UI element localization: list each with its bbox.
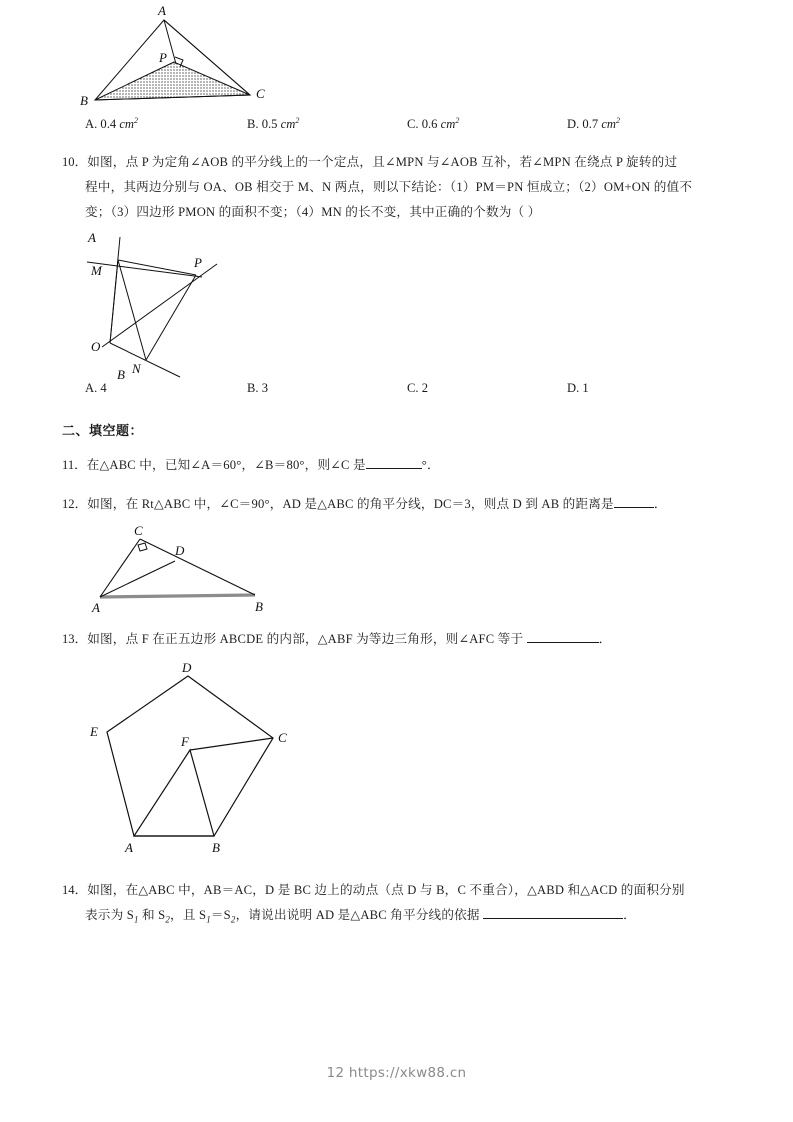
q10-option-c-key: C. (407, 381, 419, 395)
q14-text-2c: ，且 S (170, 908, 207, 922)
label-a: A (92, 600, 100, 615)
q13-figure (62, 658, 734, 870)
q9-option-b-exp: 2 (295, 116, 300, 125)
right-angle-mark-c (138, 543, 147, 551)
q13-text-after: ． (598, 632, 612, 646)
page-content (62, 0, 734, 933)
q14-text-2a: 表示为 S (85, 908, 134, 922)
segment-fc (190, 738, 273, 750)
q11-text-before: 在△ABC 中，已知∠A＝60°，∠B＝80°，则∠C 是 (86, 458, 366, 472)
segment-op-bisector (102, 264, 217, 347)
q10-option-c-value: 2 (421, 381, 429, 395)
q9-option-d[interactable] (567, 116, 620, 132)
q12-text-after: ． (653, 497, 667, 511)
q10-figure-svg (62, 229, 322, 381)
q10-option-c[interactable] (407, 381, 428, 396)
q9-option-c-key: C. (407, 117, 419, 132)
label-a: A (125, 840, 133, 855)
q12-figure (62, 523, 734, 615)
label-d: D (175, 543, 185, 558)
segment-ab-base (100, 595, 255, 597)
label-p: P (194, 255, 202, 270)
q10-options-row (62, 381, 734, 411)
q14-line-2 (62, 903, 734, 933)
shaded-region-pbc (95, 62, 250, 100)
q14-sub-4: 2 (230, 914, 236, 925)
q14-text-2e: ，请说出说明 AD 是△ABC 角平分线的依据 (235, 908, 480, 922)
q10-figure (62, 229, 734, 381)
q9-option-b-value: 0.5 (261, 117, 278, 132)
q10-option-a-key: A. (85, 381, 98, 395)
label-a: A (88, 230, 96, 245)
triangle-abf (134, 750, 214, 836)
q14-text-2f: ． (623, 908, 636, 922)
q11-number: 11． (62, 458, 87, 472)
q12-number: 12． (62, 497, 88, 511)
q10-option-d-key: D. (567, 381, 580, 395)
q9-option-a-unit: cm (119, 117, 134, 132)
q10-text-1: 如图，点 P 为定角∠AOB 的平分线上的一个定点，且∠MPN 与∠AOB 互补，若∠MPN 在绕点 P 旋转的过 (87, 155, 678, 169)
q9-option-c[interactable] (407, 116, 459, 132)
q14-line-1 (62, 878, 734, 903)
label-d: D (182, 660, 192, 675)
q14-text-1: 如图，在△ABC 中，AB＝AC，D 是 BC 边上的动点（点 D 与 B，C 不重合），△ABD 和△ACD 的面积分别 (87, 883, 685, 897)
q9-option-a-exp: 2 (134, 116, 138, 125)
q14-sub-1: 1 (133, 914, 139, 925)
segment-ac (100, 539, 140, 597)
q11-answer-blank[interactable] (366, 468, 422, 469)
q14-number: 14． (62, 883, 88, 897)
q9-option-c-value: 0.6 (421, 117, 438, 132)
segment-pn (146, 275, 196, 360)
q10-line-3 (62, 200, 734, 225)
q9-options-row (62, 116, 734, 144)
q14-text-2d: ＝S (210, 908, 231, 922)
q14-sub-3: 1 (206, 914, 211, 925)
segment-cb (140, 539, 255, 595)
q9-option-a-key: A. (85, 117, 98, 132)
q14-text-2b: 和 S (138, 908, 166, 922)
question-11 (62, 453, 734, 478)
q13-number: 13． (62, 632, 88, 646)
question-14 (62, 878, 734, 933)
q10-option-b[interactable] (247, 381, 268, 396)
q12-figure-svg (62, 523, 292, 615)
q10-option-a-value: 4 (100, 381, 107, 395)
question-10 (62, 150, 734, 225)
q9-option-d-value: 0.7 (582, 117, 599, 132)
q13-answer-blank[interactable] (527, 642, 599, 643)
q9-option-a-value: 0.4 (100, 117, 117, 132)
q9-option-d-unit: cm (601, 117, 616, 132)
q12-text-before: 如图，在 Rt△ABC 中，∠C＝90°，AD 是△ABC 的角平分线，DC＝3，则点 D 到 AB 的距离是 (87, 497, 614, 511)
q10-line-1 (62, 150, 734, 175)
q11-text-after: °． (421, 458, 440, 472)
q10-option-b-key: B. (247, 381, 259, 395)
label-f: F (181, 734, 189, 749)
question-12 (62, 492, 734, 517)
q10-option-d-value: 1 (582, 381, 589, 395)
q13-figure-svg (62, 658, 322, 870)
section-2-title: 二、填空题： (62, 423, 144, 438)
q10-option-a[interactable] (85, 381, 107, 396)
q9-option-d-key: D. (567, 117, 580, 132)
q9-option-b-key: B. (247, 117, 259, 132)
label-a: A (158, 3, 166, 18)
q12-answer-blank[interactable] (614, 507, 654, 508)
q10-text-2: 程中，其两边分别与 OA、OB 相交于 M、N 两点，则以下结论：（1）PM＝PN 恒成立；（2）OM+ON 的值不 (85, 180, 693, 194)
q9-option-b[interactable] (247, 116, 299, 132)
label-b: B (212, 840, 220, 855)
q9-option-c-unit: cm (440, 117, 456, 132)
label-c: C (134, 523, 143, 538)
q10-text-3: 变；（3）四边形 PMON 的面积不变；（4）MN 的长不变，其中正确的个数为（ ） (85, 205, 541, 219)
q14-answer-blank[interactable] (483, 918, 623, 919)
pentagon-abcde (107, 676, 273, 836)
q9-option-a[interactable] (85, 116, 138, 132)
label-b: B (117, 367, 125, 381)
segment-mo (110, 260, 118, 343)
q10-option-d[interactable] (567, 381, 589, 396)
segment-ad-bisector (100, 561, 175, 597)
q9-option-b-unit: cm (280, 117, 296, 132)
q9-figure (62, 0, 734, 116)
label-n: N (132, 361, 141, 376)
label-c: C (256, 86, 265, 101)
q10-option-b-value: 3 (261, 381, 269, 395)
q14-sub-2: 2 (165, 914, 171, 925)
label-c: C (278, 730, 287, 745)
q10-line-2 (62, 175, 734, 200)
q10-number: 10． (62, 155, 88, 169)
q13-text-before: 如图，点 F 在正五边形 ABCDE 的内部，△ABF 为等边三角形，则∠AFC 等于 (87, 632, 524, 646)
label-p: P (159, 50, 167, 65)
question-13 (62, 627, 734, 652)
label-o: O (91, 339, 101, 354)
q9-figure-svg (62, 0, 322, 116)
page-footer-watermark: 12 https://xkw88.cn (326, 1065, 467, 1081)
label-e: E (90, 724, 98, 739)
label-b: B (255, 599, 263, 614)
label-b: B (80, 93, 88, 108)
segment-mn (118, 260, 146, 360)
q9-option-d-exp: 2 (616, 116, 620, 125)
segment-mp-line (87, 262, 202, 277)
q9-option-c-exp: 2 (455, 116, 460, 125)
label-m: M (91, 263, 102, 278)
